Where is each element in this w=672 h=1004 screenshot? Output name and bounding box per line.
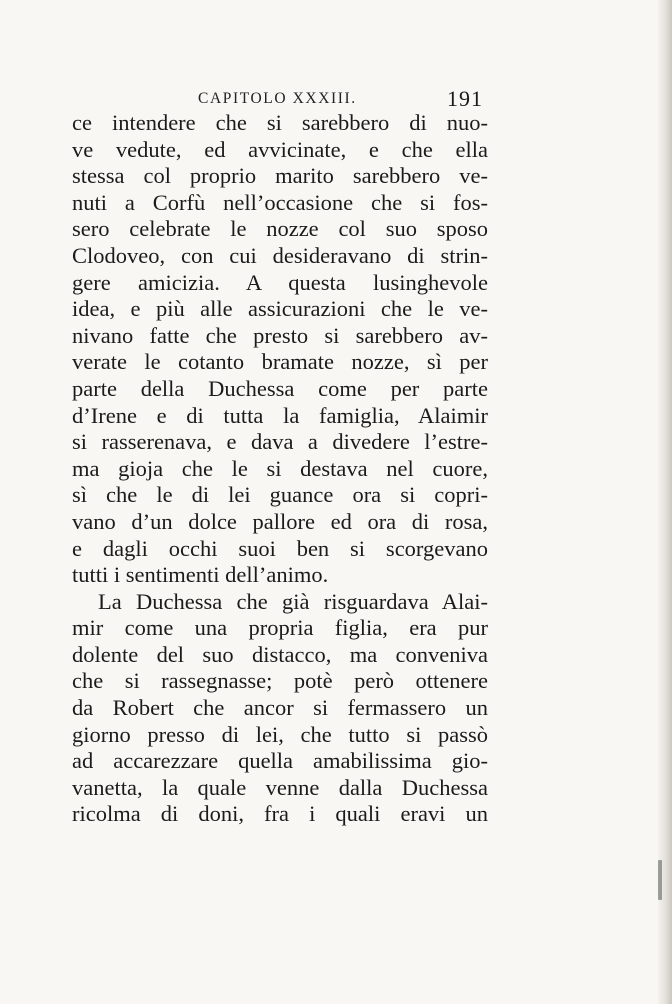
text-line: verate le cotanto bramate nozze, sì per bbox=[72, 349, 488, 375]
text-line: gere amicizia. A questa lusinghevole bbox=[72, 269, 488, 295]
text-line: e dagli occhi suoi ben si scorgevano bbox=[72, 535, 488, 561]
text-line: d’Irene e di tutta la famiglia, Alaimir bbox=[72, 402, 488, 428]
text-line: dolente del suo distacco, ma conveniva bbox=[72, 641, 488, 667]
running-title: CAPITOLO XXXIII. bbox=[198, 90, 357, 107]
text-line: stessa col proprio marito sarebbero ve- bbox=[72, 163, 488, 189]
text-line: sero celebrate le nozze col suo sposo bbox=[72, 216, 488, 242]
text-line: idea, e più alle assicurazioni che le ve- bbox=[72, 296, 488, 322]
text-line: che si rassegnasse; potè però ottenere bbox=[72, 668, 488, 694]
text-line: ce intendere che si sarebbero di nuo- bbox=[72, 110, 488, 135]
page-edge bbox=[658, 0, 672, 1004]
text-line: vano d’un dolce pallore ed ora di rosa, bbox=[72, 508, 488, 534]
text-line: ve vedute, ed avvicinate, e che ella bbox=[72, 136, 488, 162]
page-number: 191 bbox=[447, 86, 483, 111]
text-line: si rasserenava, e dava a divedere l’estre- bbox=[72, 429, 488, 455]
text-line: parte della Duchessa come per parte bbox=[72, 375, 488, 401]
text-line: ricolma di doni, fra i quali eravi un bbox=[72, 801, 488, 827]
text-line: nivano fatte che presto si sarebbero av- bbox=[72, 322, 488, 348]
page-header bbox=[0, 86, 672, 110]
text-line: tutti i sentimenti dell’animo. bbox=[72, 562, 329, 588]
body-text bbox=[72, 110, 488, 828]
text-line: sì che le di lei guance ora si copri- bbox=[72, 482, 488, 508]
text-line: nuti a Corfù nell’occasione che si fos- bbox=[72, 189, 488, 215]
text-line: vanetta, la quale venne dalla Duchessa bbox=[72, 774, 488, 800]
page-edge-mark bbox=[658, 860, 662, 900]
text-line: Clodoveo, con cui desideravano di strin- bbox=[72, 242, 488, 268]
text-line: da Robert che ancor si fermassero un bbox=[72, 695, 488, 721]
text-line: mir come una propria figlia, era pur bbox=[72, 615, 488, 641]
text-line: ma gioja che le si destava nel cuore, bbox=[72, 455, 488, 481]
text-line: giorno presso di lei, che tutto si passò bbox=[72, 721, 488, 747]
text-line: La Duchessa che già risguardava Alai- bbox=[98, 588, 488, 614]
text-line: ad accarezzare quella amabilissima gio- bbox=[72, 748, 488, 774]
